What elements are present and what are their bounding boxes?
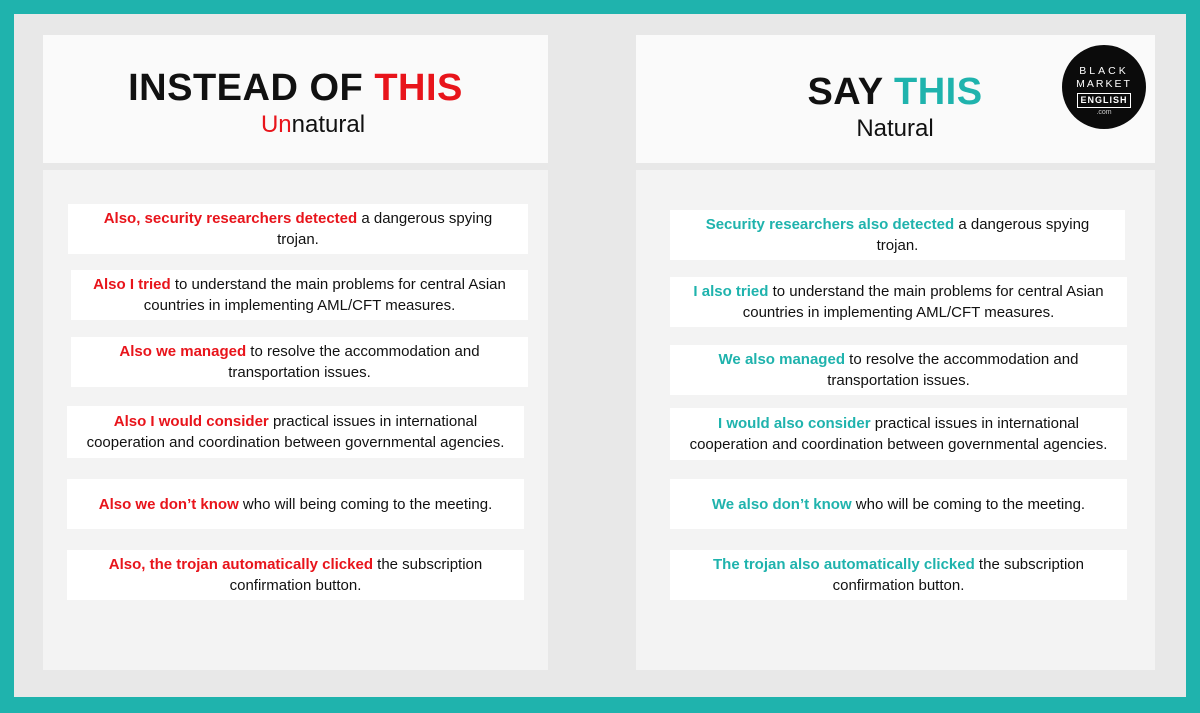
black-market-english-logo — [1062, 45, 1146, 129]
right-card-4 — [670, 408, 1127, 460]
right-card-1-highlight: Security researchers also detected — [705, 216, 955, 233]
right-card-3-text: to resolve the accommodation and transportation issues. — [827, 351, 1079, 389]
left-card-2 — [71, 270, 528, 320]
left-card-3 — [71, 337, 528, 387]
left-card-4 — [67, 406, 524, 458]
left-card-1-highlight: Also, security researchers detected — [103, 210, 358, 227]
right-card-4-highlight: I would also consider — [718, 415, 871, 432]
left-card-5 — [67, 479, 524, 529]
left-card-6 — [67, 550, 524, 600]
left-card-5-highlight: Also we don’t know — [98, 495, 239, 513]
right-card-6-highlight: The trojan also automatically clicked — [713, 556, 975, 573]
left-card-3-text: to resolve the accommodation and transportation issues. — [228, 343, 480, 381]
left-card-2-highlight: Also I tried — [93, 276, 171, 293]
right-card-2-text: to understand the main problems for central Asian countries in implementing AML/CFT measures. — [742, 283, 1104, 321]
right-card-6 — [670, 550, 1127, 600]
left-card-6-text: the subscription confirmation button. — [229, 556, 483, 594]
left-header — [43, 35, 548, 163]
right-card-2-highlight: I also tried — [693, 283, 769, 300]
left-card-4-highlight: Also I would consider — [113, 413, 269, 430]
right-card-3-highlight: We also managed — [718, 351, 845, 368]
right-card-5 — [670, 479, 1127, 529]
logo-line-3: ENGLISH — [1077, 93, 1131, 108]
right-card-3 — [670, 345, 1127, 395]
right-title-prefix: SAY — [807, 71, 894, 113]
left-card-4-text: practical issues in international cooperation and coordination between governmental agencies. — [86, 413, 505, 451]
right-title-accent: THIS — [893, 71, 983, 113]
left-card-2-text: to understand the main problems for central Asian countries in implementing AML/CFT measures. — [143, 276, 506, 314]
right-card-5-text: who will be coming to the meeting. — [851, 495, 1086, 513]
left-card-1 — [68, 204, 528, 254]
logo-line-1: BLACK — [1079, 65, 1129, 77]
right-subtitle: Natural — [856, 115, 934, 142]
right-card-4-text: practical issues in international cooperation and coordination between governmental agencies. — [689, 415, 1108, 453]
left-card-5-text: who will being coming to the meeting. — [238, 495, 493, 513]
right-card-5-highlight: We also don’t know — [711, 495, 852, 513]
right-card-2 — [670, 277, 1127, 327]
right-card-6-text: the subscription confirmation button. — [832, 556, 1084, 594]
left-subtitle-rest: natural — [291, 111, 366, 138]
left-title — [43, 67, 548, 110]
left-card-1-text: a dangerous spying trojan. — [277, 210, 493, 248]
left-card-6-highlight: Also, the trojan automatically clicked — [108, 556, 373, 573]
left-card-3-highlight: Also we managed — [119, 343, 247, 360]
logo-line-2: MARKET — [1076, 78, 1132, 90]
logo-line-4: .com — [1096, 109, 1112, 116]
right-card-1 — [670, 210, 1125, 260]
right-card-1-text: a dangerous spying trojan. — [876, 216, 1090, 254]
left-subtitle — [43, 111, 583, 139]
left-subtitle-accent: Un — [260, 111, 292, 138]
left-title-prefix: INSTEAD OF — [128, 67, 375, 109]
left-title-accent: THIS — [374, 67, 463, 109]
